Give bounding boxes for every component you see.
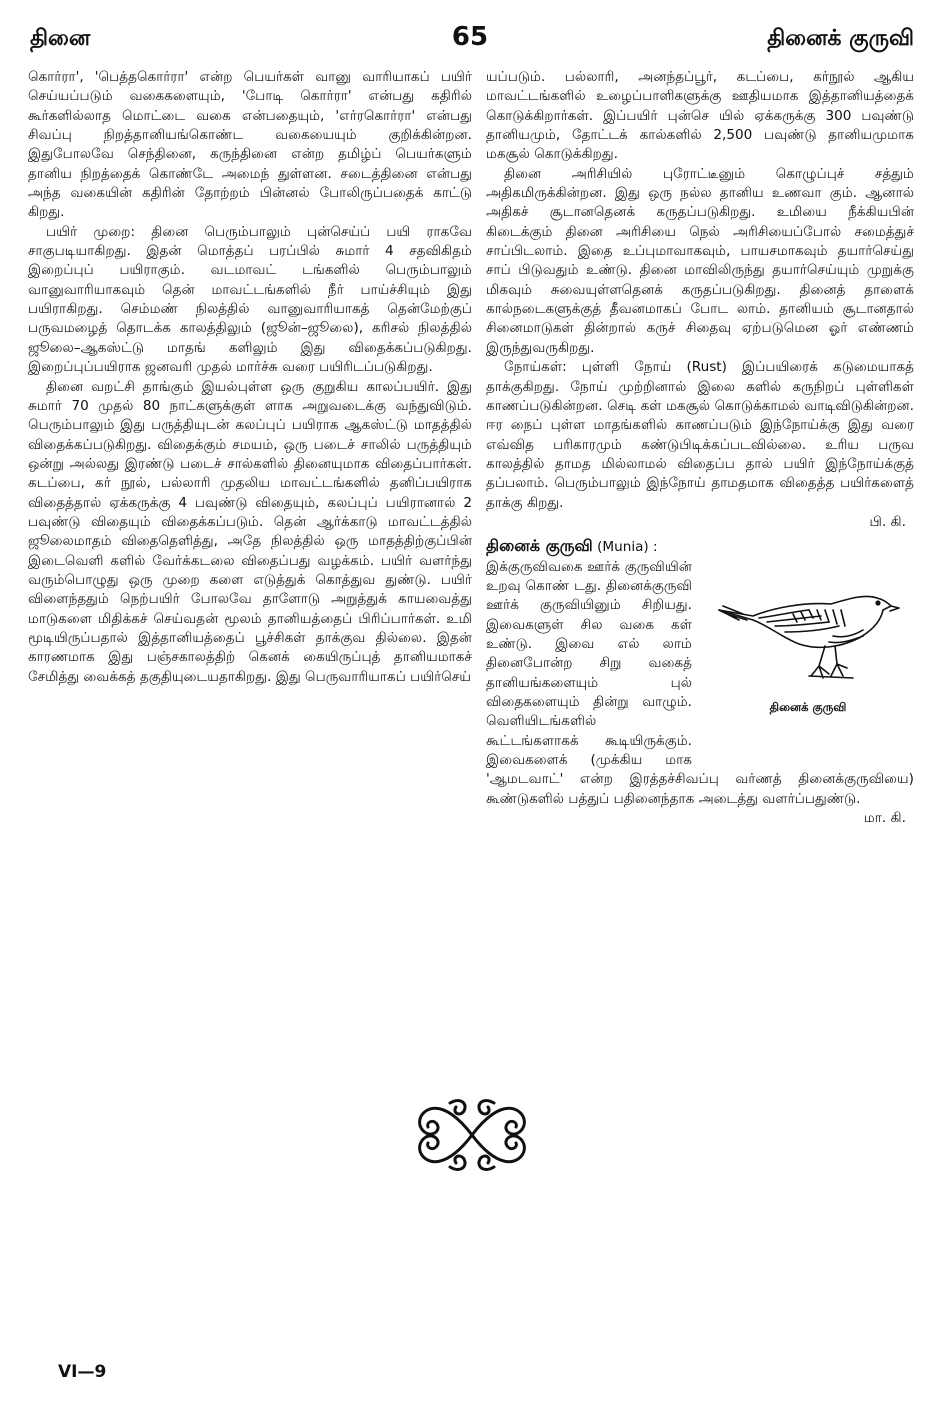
figure-caption: தினைக் குருவி [769, 699, 847, 714]
entry-title: தினைக் குருவி [486, 536, 593, 556]
paragraph: யப்படும். பல்லாரி, அனந்தப்பூர், கடப்பை, கர்நூல் ஆகிய மாவட்டங்களில் உழைப்பாளிகளுக்கு ஊதியமாக இத்தானியத்தைக் கொடுக்கிறார்கள். இப்பயிர் புன்செ யில் ஏக்கருக்கு 300 பவுண்டு தானியமும், தோட்டக் கால்களில் 2,500 பவுண்டு தானியமுமாக மகசூல் கொடுக்கிறது. [486, 69, 914, 163]
paragraph-text: நோய்கள்: புள்ளி நோய் (Rust) இப்பயிரைக் கடுமையாகத் தாக்குகிறது. நோய் முற்றினால் இலை களில் கருநிறப் புள்ளிகள் காணப்படுகின்றன. செடி கள் மகசூல் கொடுக்காமல் வாடிவிடுகின்றன. ஈர நைப் புள்ள மாதங்களில் காணப்படும் இந்நோய்க்கு இது வரை எவ்வித பரிகாரமும் கண்டுபிடிக்கப்படவில்லை. உரிய பருவ காலத்தில் தாமத மில்லாமல் விதைப்ப தால் பயிர் இந்நோய்க்குத் தப்பலாம். பெரும்பாலும் இந்நோய் தாமதமாக விதைத்த பயிர்களைத் தாக்கு கிறது. [486, 359, 914, 511]
page-footer-code: VI—9 [58, 1362, 107, 1382]
paragraph: கொர்ரா', 'பெத்தகொர்ரா' என்ற பெயர்கள் வானு வாரியாகப் பயிர் செய்யப்படும் வகைகளையும், 'போடி கொர்ரா' என்பது கதிரில் கூர்களில்லாத மொட்டை வகை என்பதையும், 'எர்ரகொர்ரா' என்பது சிவப்பு நிறத்தானியங்கொண்ட வகையையும் குறிக்கின்றன. இதுபோலவே செந்தினை, கருந்தினை என்ற தமிழ்ப் பெயர்களும் தானிய நிறத்தைக் கொண்டே அமைந் துள்ளன. சடைத்தினை என்பது அந்த வகையின் கதிரின் தோற்றம் பின்னல் போலிருப்பதைக் காட்டு கிறது. [28, 69, 472, 221]
author-signature: மா. கி. [863, 810, 906, 827]
bird-illustration-icon [713, 580, 903, 690]
paragraph: தினை வறட்சி தாங்கும் இயல்புள்ள ஒரு குறுகிய காலப்பயிர். இது சுமார் 70 முதல் 80 நாட்களுக்குள் ளாக அறுவடைக்கு வந்துவிடும். பெரும்பாலும் இது பருத்தியுடன் கலப்புப் பயிராக ஆகஸ்ட்டு மாதத்தில் விதைக்கப்படுகிறது. விதைக்கும் சமயம், ஒரு படைச் சாலில் பருத்தியும் ஒன்று அல்லது இரண்டு படைச் சால்களில் தினையுமாக விதைப்பார்கள். கடப்பை, கர் நூல், பல்லாரி முதலிய மாவட்டங்களில் தனிப்பயிராக விதைத்தால் ஏக்கருக்கு 4 பவுண்டு விதையும், கலப்புப் பயிரானால் 2 பவுண்டு விதையும் விதைக்கப்படும். தென் ஆர்க்காடு மாவட்டத்தில் ஜூலைமாதம் விதைதெளித்து, அதே நிலத்தில் ஒரு மாதத்திற்குப்பின் இடைவெளி களில் வேர்க்கடலை விதைப்பது வழக்கம். பயிர் வளர்ந்து வரும்பொழுது ஒரு முறை களை எடுத்துக் கொத்துவ துண்டு. பயிர் விளைந்ததும் நெற்பயிர் போலவே தாளோடு அறுத்துக் காயவைத்து மாடுகளை மிதிக்கச் செய்வதன் மூலம் தானியத்தைப் பிரிப்பார்கள். உமி மூடியிருப்பதால் இத்தானியத்தைப் பூச்சிகள் தாக்குவ தில்லை. இதன் காரணமாக இது பஞ்சகாலத்திற் கெனக் கையிருப்புத் தானியமாகச் சேமித்து வைக்கத் தகுதியுடையதாகிறது. இது பெருவாரியாகப் பயிர்செய் [28, 378, 472, 685]
paragraph: பயிர் முறை: தினை பெரும்பாலும் புன்செய்ப் பயி ராகவே சாகுபடியாகிறது. இதன் மொத்தப் பரப்பில் சுமார் 4 சதவிகிதம் இறைப்புப் பயிராகும். வடமாவட் டங்களில் பெரும்பாலும் வானுவாரியாகவும் தென் மாவட்டங்களில் நீர் பாய்ச்சியும் இது பயிராகிறது. செம்மண் நிலத்தில் வானுவாரியாகத் தென்மேற்குப் பருவமழைத் தொடக்க காலத்திலும் (ஜூன்–ஜூலை), கரிசல் நிலத்தில் ஜூலை–ஆகஸ்ட்டு மாதங் களிலும் இது விதைக்கப்படுகிறது. இறைப்புப்பயிராக ஜனவரி முதல் மார்ச்சு வரை பயிரிடப்படுகிறது. [28, 223, 472, 376]
header-right-title: தினைக் குருவி [767, 26, 914, 51]
left-column [28, 68, 472, 687]
page-number: 65 [451, 22, 489, 52]
author-signature: பி. கி. [869, 513, 906, 530]
munia-heading [486, 536, 914, 557]
ornament-flourish-icon [410, 1095, 534, 1175]
paragraph [486, 358, 914, 532]
paragraph-text: இக்குருவிவகை ஊர்க் குருவியின் உறவு கொண் டது. தினைக்குருவி ஊர்க் குருவியினும் சிறியது. இவைகளுள் சில வகை கள் உண்டு. இவை எல் லாம் தினைபோன்ற சிறு வகைத் தானியங்களையும் புல் விதைகளையும் தின்று வாழும். வெளியிடங்களில் கூட்டங்களாகக் கூடியிருக்கும். இவைகளைக் (முக்கிய மாக 'ஆமடவாட்' என்ற இரத்தச்சிவப்பு வர்ணத் தினைக்குருவியை) கூண்டுகளில் பத்துப் பதினைந்தாக அடைத்து வளர்ப்பதுண்டு. [486, 558, 914, 807]
header-left-title: தினை [30, 26, 91, 51]
right-column [486, 68, 914, 828]
paragraph: தினை அரிசியில் புரோட்டீனும் கொழுப்புச் சத்தும் அதிகமிருக்கின்றன. இது ஒரு நல்ல தானிய உணவா கும். ஆனால் அதிகச் சூடானதெனக் கருதப்படுகிறது. உமியை நீக்கியபின் கிடைக்கும் தினை அரிசியை நெல் அரிசியைப்போல் சமைத்துச் சாப்பிடலாம். இதை உப்புமாவாகவும், பாயசமாகவும் தயார்செய்து சாப் பிடுவதும் உண்டு. தினை மாவிலிருந்து தயார்செய்யும் முறுக்கு மிகவும் சுவையுள்ளதெனக் கருதப்படுகிறது. தினைத் தாளைக் கால்நடைகளுக்குத் தீவனமாகப் போட லாம். தானியம் சூடானதால் சினைமாடுகள் தின்றால் கருச் சிதைவு ஏற்படுமென ஓர் எண்ணம் இருந்துவருகிறது. [486, 165, 914, 356]
entry-subtitle: (Munia) : [597, 539, 658, 556]
bird-figure [702, 560, 914, 756]
munia-entry [486, 536, 914, 828]
